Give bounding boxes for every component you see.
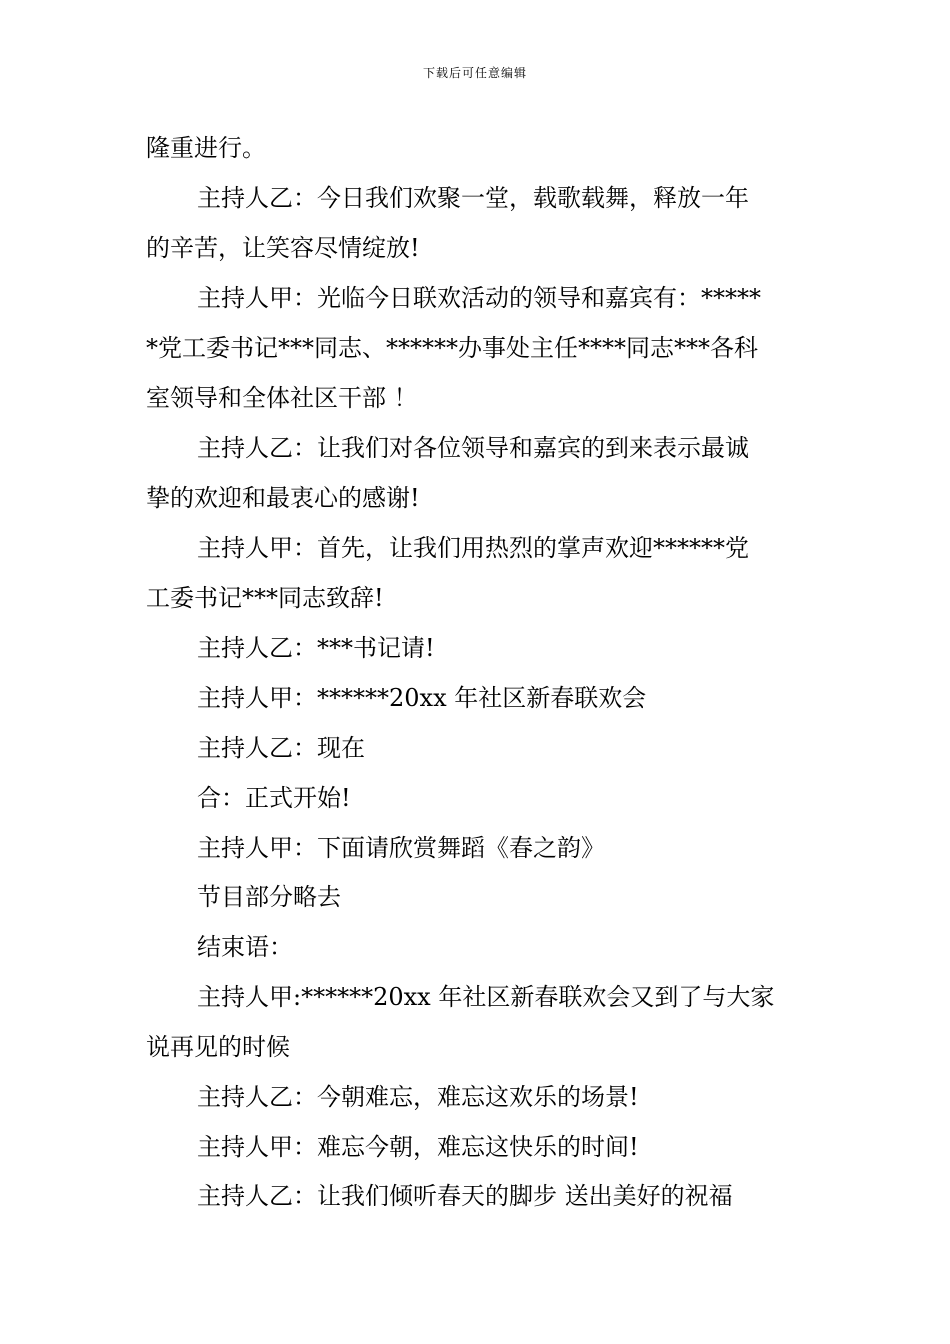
text-line: 挚的欢迎和最衷心的感谢! xyxy=(146,484,420,512)
text-line: 主持人甲：******20xx 年社区新春联欢会 xyxy=(197,684,647,712)
text-line: 主持人甲：首先，让我们用热烈的掌声欢迎******党 xyxy=(197,534,749,562)
text-line: 主持人甲:******20xx 年社区新春联欢会又到了与大家 xyxy=(197,983,775,1011)
text-line: 室领导和全体社区干部 ！ xyxy=(146,384,418,412)
text-line: 主持人甲：下面请欣赏舞蹈《春之韵》 xyxy=(197,834,605,862)
text-line: 工委书记***同志致辞! xyxy=(146,584,384,612)
page-header: 下载后可任意编辑 xyxy=(422,66,527,80)
text-line: 主持人乙：现在 xyxy=(197,734,365,762)
text-line: 说再见的时候 xyxy=(146,1033,290,1061)
text-line: 主持人乙：今日我们欢聚一堂，载歌载舞，释放一年 xyxy=(197,184,749,212)
text-line: 结束语： xyxy=(197,933,293,961)
text-line: 的辛苦，让笑容尽情绽放! xyxy=(146,234,420,262)
text-line: *党工委书记***同志、******办事处主任****同志***各科 xyxy=(146,334,758,362)
text-line: 节目部分略去 xyxy=(197,883,341,911)
text-line: 合：正式开始! xyxy=(197,784,351,812)
text-line: 主持人乙：让我们倾听春天的脚步 送出美好的祝福 xyxy=(197,1182,733,1210)
text-line: 主持人乙：今朝难忘，难忘这欢乐的场景! xyxy=(197,1083,639,1111)
text-line: 主持人乙：让我们对各位领导和嘉宾的到来表示最诚 xyxy=(197,434,749,462)
text-line: 主持人甲：光临今日联欢活动的领导和嘉宾有：***** xyxy=(197,284,761,312)
text-line: 主持人甲：难忘今朝，难忘这快乐的时间! xyxy=(197,1133,639,1161)
text-line: 主持人乙：***书记请! xyxy=(197,634,435,662)
text-line: 隆重进行。 xyxy=(146,134,266,162)
